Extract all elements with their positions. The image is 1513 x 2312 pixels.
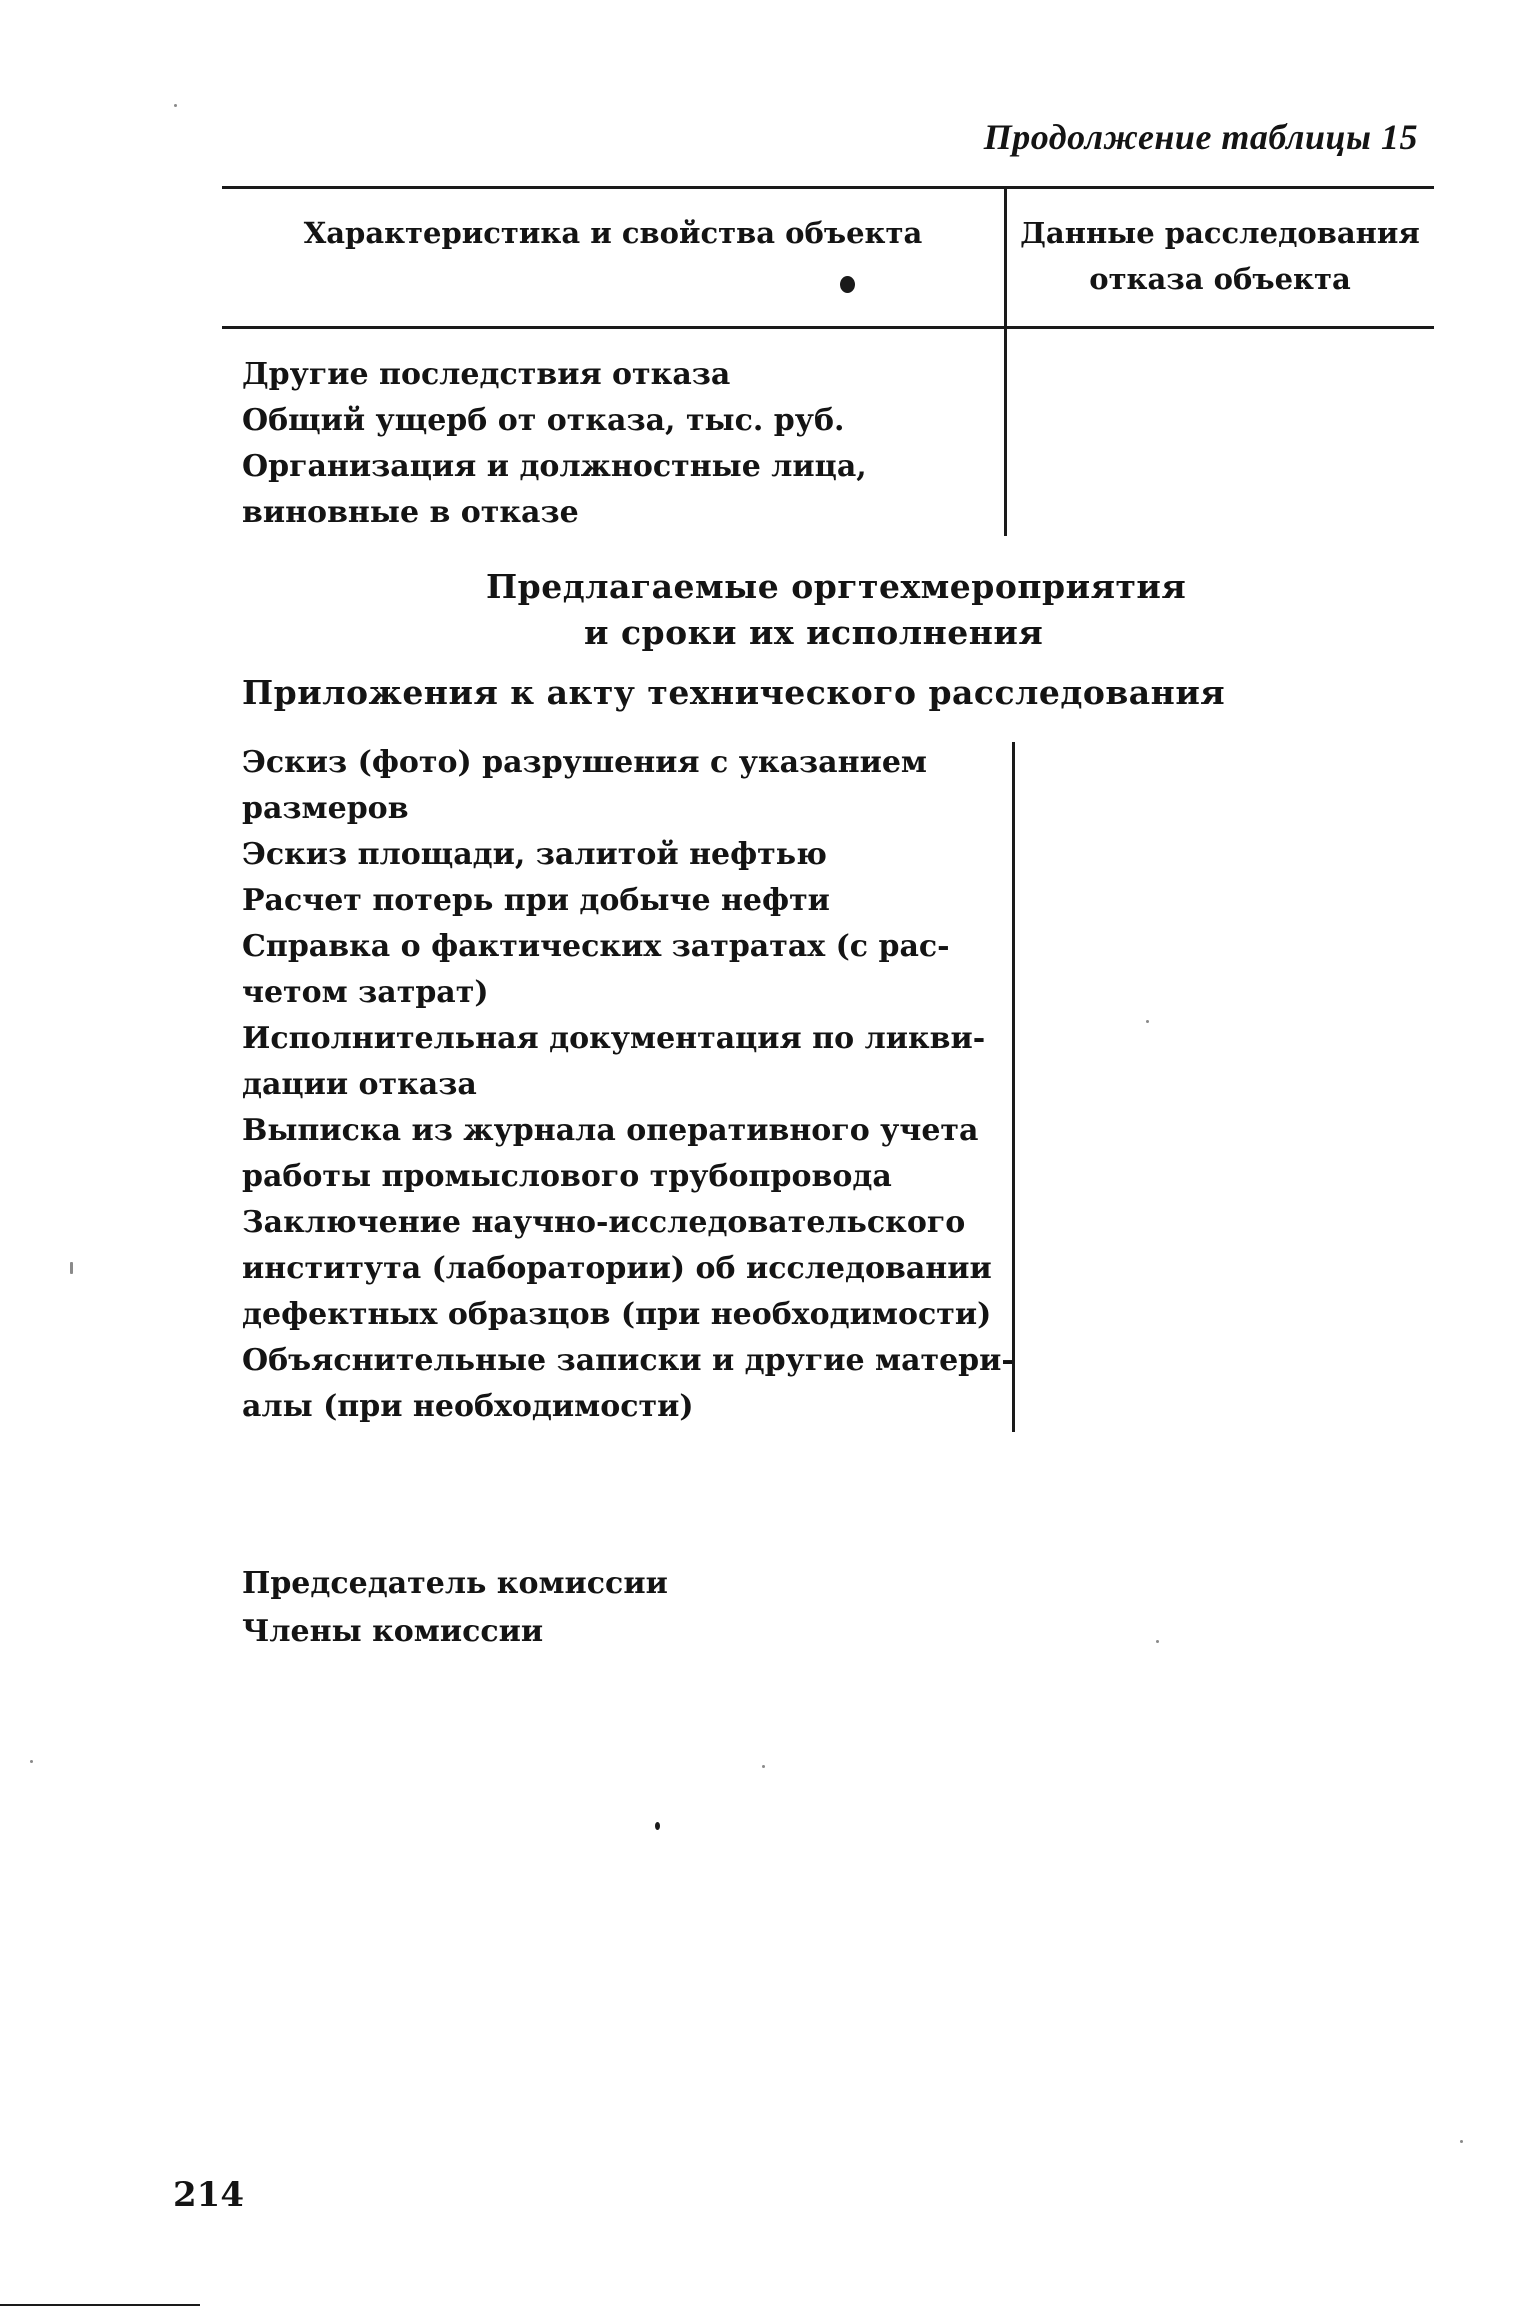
bullet-mark [840,276,855,293]
list-item: Справка о фактических затратах (с рас- [242,929,950,964]
list-item: дефектных образцов (при необходимости) [242,1297,992,1332]
list-item: Объяснительные записки и другие матери- [242,1343,1014,1378]
list-item: дации отказа [242,1067,477,1102]
scan-speck [174,104,177,107]
page-number: 214 [173,2175,244,2215]
table-row: Общий ущерб от отказа, тыс. руб. [242,403,845,438]
column-header-characteristics: Характеристика и свойства объекта [303,216,923,250]
list-item: Исполнительная документация по ликви- [242,1021,986,1056]
list-item: института (лаборатории) об исследовании [242,1251,992,1286]
table-row: Организация и должностные лица, [242,449,867,484]
commission-chair-label: Председатель комиссии [242,1566,668,1601]
column-header-line: отказа объекта [1089,262,1351,296]
list-item: размеров [242,791,409,826]
list-item: Расчет потерь при добыче нефти [242,883,830,918]
list-item: четом затрат) [242,975,489,1010]
list-item: Эскиз площади, залитой нефтью [242,837,827,872]
table-row: виновные в отказе [242,495,579,530]
column-header-line: Данные расследования [1020,216,1420,250]
measures-title-line: и сроки их исполнения [584,613,1044,652]
scan-speck [762,1765,765,1768]
measures-title-line: Предлагаемые оргтехмероприятия [486,567,1187,606]
scan-speck [1156,1640,1159,1643]
scan-speck [1460,2140,1463,2143]
scan-speck [30,1760,33,1763]
list-item: алы (при необходимости) [242,1389,694,1424]
scan-speck [1146,1020,1149,1023]
list-item: Эскиз (фото) разрушения с указанием [242,745,927,780]
table-top-rule [222,186,1434,189]
bottom-rule [0,2304,200,2306]
list-item: Заключение научно-исследовательского [242,1205,966,1240]
appendices-title: Приложения к акту технического расследования [242,673,1226,712]
list-item: Выписка из журнала оперативного учета [242,1113,979,1148]
table-header-rule [222,326,1434,329]
table-row: Другие последствия отказа [242,357,731,392]
appendices-column-divider [1012,742,1015,1432]
scan-speck [655,1822,660,1830]
list-item: работы промыслового трубопровода [242,1159,892,1194]
scan-speck [70,1262,73,1274]
table-continuation-header: Продолжение таблицы 15 [983,117,1418,157]
commission-members-label: Члены комиссии [242,1614,544,1649]
